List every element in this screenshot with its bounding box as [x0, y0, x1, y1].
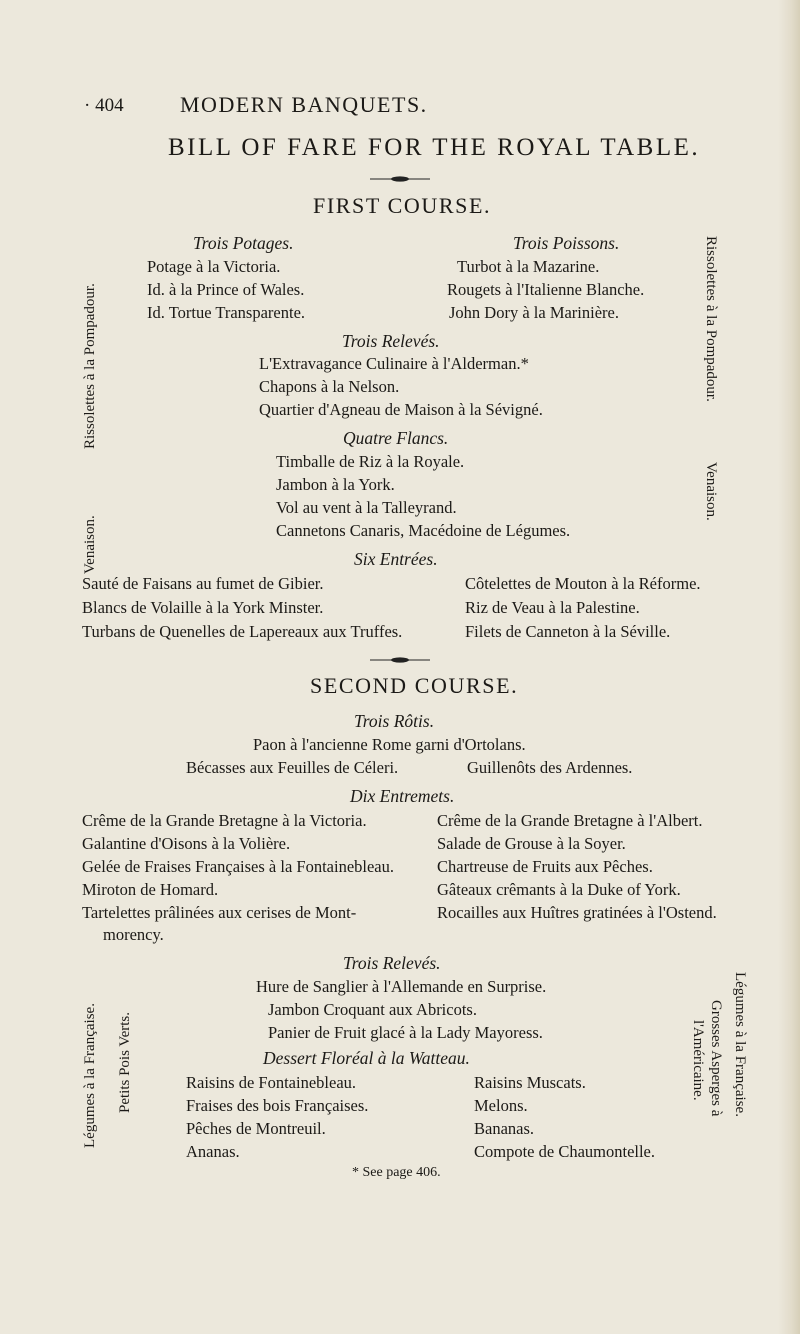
page-edge-shadow: [778, 0, 800, 1334]
dessert-item: Ananas.: [186, 1142, 240, 1161]
side-dish-left: Venaison.: [82, 515, 98, 574]
entremet-item: Miroton de Homard.: [82, 880, 219, 899]
flancs-heading: Quatre Flancs.: [343, 428, 449, 448]
poisson-item: John Dory à la Marinière.: [449, 303, 619, 322]
side-dish-left: Légumes à la Française.: [82, 1003, 98, 1148]
second-releves-heading: Trois Relevés.: [343, 953, 441, 973]
entree-item: Blancs de Volaille à la York Minster.: [82, 598, 324, 617]
flanc-item: Jambon à la York.: [276, 475, 395, 494]
dessert-item: Compote de Chaumontelle.: [474, 1142, 656, 1161]
roti-item: Guillenôts des Ardennes.: [467, 758, 633, 777]
ornament-rule: [370, 174, 430, 184]
entrees-heading: Six Entrées.: [354, 549, 438, 569]
rotis-heading: Trois Rôtis.: [354, 711, 435, 731]
poisson-item: Turbot à la Mazarine.: [457, 257, 600, 276]
entremet-item: Gâteaux crêmants à la Duke of York.: [437, 880, 681, 899]
dessert-item: Bananas.: [474, 1119, 535, 1138]
dessert-item: Pêches de Montreuil.: [186, 1119, 326, 1138]
entremet-item: morency.: [103, 925, 164, 944]
releves-heading: Trois Relevés.: [342, 331, 440, 351]
second-releve-item: Hure de Sanglier à l'Allemande en Surprise.: [256, 977, 547, 996]
releve-item: Chapons à la Nelson.: [259, 377, 400, 396]
dessert-item: Fraises des bois Françaises.: [186, 1096, 369, 1115]
side-dish-right: Venaison.: [703, 462, 719, 521]
side-dish-right: Rissolettes à la Pompadour.: [703, 236, 719, 402]
second-releve-item: Jambon Croquant aux Abricots.: [268, 1000, 477, 1019]
side-dish-left: Rissolettes à la Pompadour.: [82, 283, 98, 449]
entree-item: Filets de Canneton à la Séville.: [465, 622, 671, 641]
flanc-item: Timballe de Riz à la Royale.: [276, 452, 465, 471]
releve-item: Quartier d'Agneau de Maison à la Sévigné.: [259, 400, 543, 419]
entremets-heading: Dix Entremets.: [350, 786, 455, 806]
footnote: * See page 406.: [352, 1165, 441, 1180]
entremet-item: Crême de la Grande Bretagne à la Victoria.: [82, 811, 367, 830]
entremet-item: Gelée de Fraises Françaises à la Fontainebleau.: [82, 857, 395, 876]
entremet-item: Rocailles aux Huîtres gratinées à l'Ostend.: [437, 903, 717, 922]
second-releve-item: Panier de Fruit glacé à la Lady Mayoress.: [268, 1023, 543, 1042]
entree-item: Côtelettes de Mouton à la Réforme.: [465, 574, 701, 593]
dessert-item: Raisins Muscats.: [474, 1073, 586, 1092]
entremet-item: Salade de Grouse à la Soyer.: [437, 834, 626, 853]
potages-heading: Trois Potages.: [193, 233, 294, 253]
entremet-item: Crême de la Grande Bretagne à l'Albert.: [437, 811, 703, 830]
dessert-item: Melons.: [474, 1096, 528, 1115]
ornament-rule: [370, 655, 430, 665]
side-dish-left: Petits Pois Verts.: [117, 1012, 133, 1113]
entree-item: Sauté de Faisans au fumet de Gibier.: [82, 574, 324, 593]
side-dish-right: Légumes à la Française.: [732, 972, 748, 1117]
side-dish-right: Grosses Asperges à: [708, 1000, 724, 1117]
entremet-item: Chartreuse de Fruits aux Pêches.: [437, 857, 653, 876]
potage-item: Potage à la Victoria.: [147, 257, 281, 276]
entremet-item: Tartelettes prâlinées aux cerises de Mont-: [82, 903, 357, 922]
entree-item: Riz de Veau à la Palestine.: [465, 598, 640, 617]
flanc-item: Vol au vent à la Talleyrand.: [276, 498, 457, 517]
potage-item: Id. à la Prince of Wales.: [147, 280, 305, 299]
side-dish-right: l'Américaine.: [690, 1020, 706, 1101]
poissons-heading: Trois Poissons.: [513, 233, 620, 253]
page-number: · 404: [84, 95, 124, 116]
roti-item: Paon à l'ancienne Rome garni d'Ortolans.: [253, 735, 526, 754]
second-course-title: SECOND COURSE.: [310, 673, 519, 698]
potage-item: Id. Tortue Transparente.: [147, 303, 306, 322]
poisson-item: Rougets à l'Italienne Blanche.: [447, 280, 645, 299]
dessert-heading: Dessert Floréal à la Watteau.: [263, 1048, 470, 1068]
roti-item: Bécasses aux Feuilles de Céleri.: [186, 758, 399, 777]
flanc-item: Cannetons Canaris, Macédoine de Légumes.: [276, 521, 571, 540]
first-course-title: FIRST COURSE.: [313, 193, 492, 218]
dessert-item: Raisins de Fontainebleau.: [186, 1073, 357, 1092]
running-title: MODERN BANQUETS.: [180, 92, 428, 117]
entremet-item: Galantine d'Oisons à la Volière.: [82, 834, 291, 853]
entree-item: Turbans de Quenelles de Lapereaux aux Truffes.: [82, 622, 403, 641]
releve-item: L'Extravagance Culinaire à l'Alderman.*: [259, 354, 529, 373]
bill-title: BILL OF FARE FOR THE ROYAL TABLE.: [168, 134, 701, 161]
